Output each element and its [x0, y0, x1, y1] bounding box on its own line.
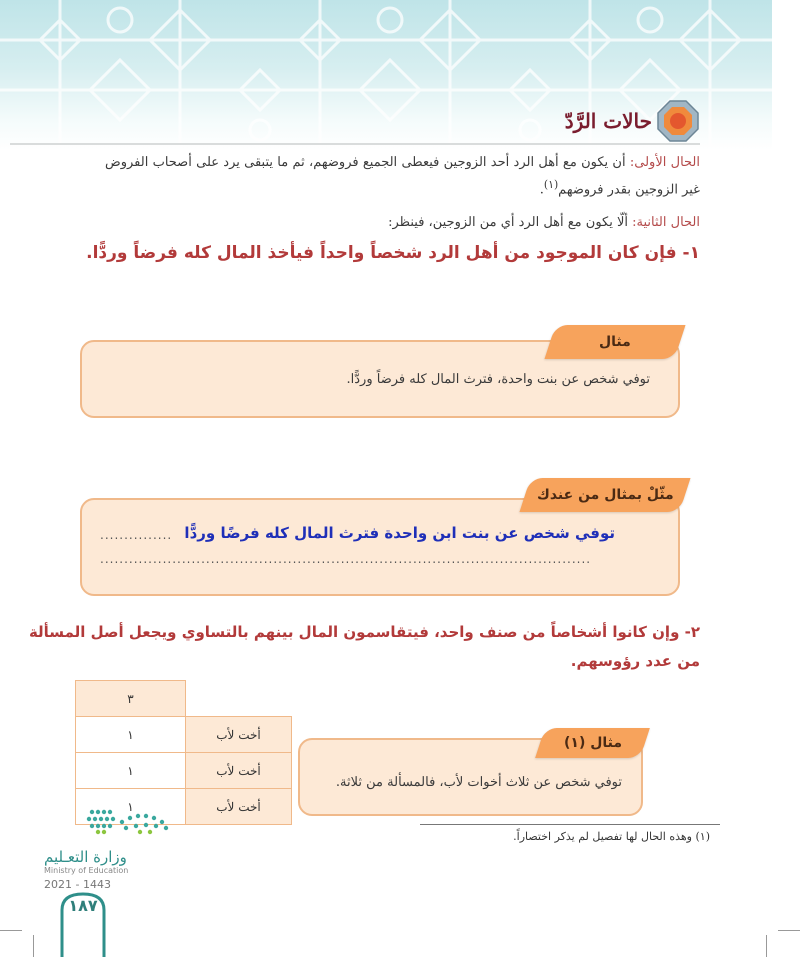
- crop-mark: [766, 935, 767, 957]
- octagon-badge-icon: [656, 99, 700, 143]
- table-row: [76, 753, 292, 789]
- page-number: ١٨٧: [68, 896, 98, 915]
- table-cell-heir: أخت لأب: [186, 753, 292, 789]
- answer-dots-line-2: ......................................................................................................: [100, 552, 592, 566]
- crop-mark: [0, 930, 22, 931]
- example-two-tab: [535, 728, 650, 758]
- section-title-text: حالات الرَّدّ: [564, 109, 652, 133]
- footnote-text: (١) وهذه الحال لها تفصيل لم يذكر اختصاراً.: [513, 830, 710, 843]
- example-tab-label: مثال: [599, 334, 631, 350]
- case-two-paragraph: [105, 212, 700, 234]
- example-text: توفي شخص عن بنت واحدة، فترث المال كله فرضاً وردًّا.: [346, 372, 650, 387]
- rule-one: ١- فإن كان الموجود من أهل الرد شخصاً واحداً فيأخذ المال كله فرضاً وردًّا.: [86, 243, 700, 263]
- table-cell-heir: أخت لأب: [186, 717, 292, 753]
- example-two-tab-label: مثال (١): [563, 735, 622, 751]
- footnote-reference: (١): [543, 178, 559, 191]
- ministry-logo: [44, 800, 184, 900]
- exercise-tab-label: مثّلْ بمثال من عندك: [536, 487, 674, 503]
- crop-mark: [778, 930, 800, 931]
- page-number-tab: [58, 890, 108, 957]
- case-two-label: الحال الثانية:: [632, 215, 700, 230]
- crop-mark: [33, 935, 34, 957]
- rule-two-line-1: ٢- وإن كانوا أشخاصاً من صنف واحد، فيتقاسمون المال بينهم بالتساوي ويجعل أصل المسألة: [28, 623, 700, 641]
- table-cell-value: ١: [76, 789, 186, 825]
- case-one-text: أن يكون مع أهل الرد أحد الزوجين فيعطى الجميع فروضهم، ثم ما يتبقى يرد على أصحاب الفروض غير الزوجين بقدر فروضهم: [105, 155, 700, 198]
- page-margin-strip: [772, 0, 800, 957]
- case-one-end: .: [539, 182, 544, 198]
- example-tab: [544, 325, 685, 359]
- table-row: [76, 717, 292, 753]
- table-cell-heir: أخت لأب: [186, 789, 292, 825]
- table-header-empty: [186, 681, 292, 717]
- table-cell-value: ١: [76, 753, 186, 789]
- case-two-text: ألّا يكون مع أهل الرد أي من الزوجين، فينظر:: [388, 215, 633, 230]
- footnote-divider: [420, 824, 720, 825]
- table-header-row: [76, 681, 292, 717]
- ministry-dots-icon: [44, 800, 184, 846]
- ministry-name-arabic: وزارة التعـليم: [44, 848, 127, 866]
- example-two-text: توفي شخص عن ثلاث أخوات لأب، فالمسألة من ثلاثة.: [335, 775, 622, 790]
- exercise-box: [80, 498, 680, 596]
- rule-two-line-2: من عدد رؤوسهم.: [570, 652, 700, 670]
- table-cell-value: ١: [76, 717, 186, 753]
- table-header-value: ٣: [76, 681, 186, 717]
- section-title: [565, 100, 700, 142]
- ministry-name-english: Ministry of Education: [44, 866, 129, 875]
- exercise-tab: [519, 478, 690, 512]
- case-one-label: الحال الأولى:: [629, 155, 701, 170]
- handwritten-answer: توفي شخص عن بنت ابن واحدة فترث المال كله فرضًا وردًّا: [184, 524, 615, 542]
- case-one-paragraph: [105, 152, 700, 201]
- answer-dots-line-1: ...............: [100, 528, 173, 542]
- title-underline: [10, 143, 700, 145]
- ministry-year: 2021 - 1443: [44, 878, 111, 891]
